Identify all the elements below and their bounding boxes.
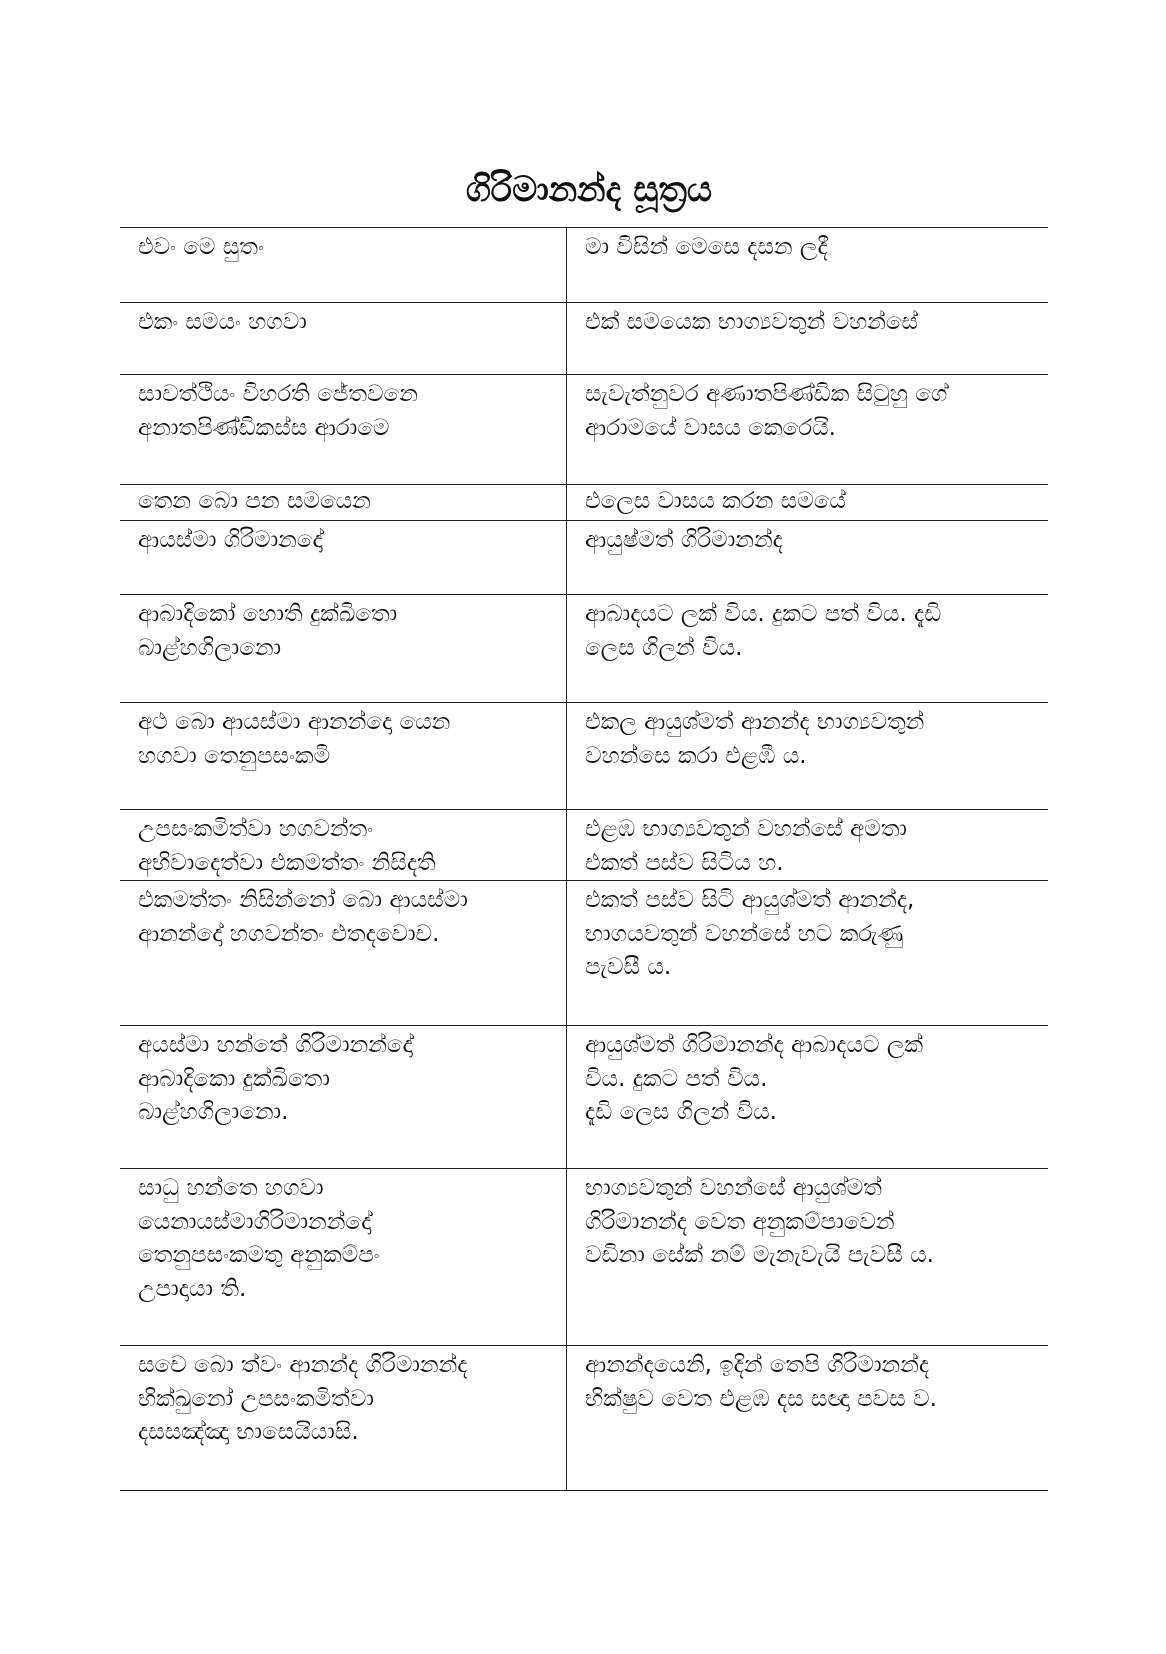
translation-cell: ආනන්දයෙනි, ඉදින් තෙපි ගිරිමානන්ද භික්ෂුව වෙත එළඹ දස සඥා පවස ව. [585,1352,937,1412]
table-row [120,303,1048,375]
table-row [120,1346,1048,1491]
page-title: ගිරිමානන්ද සූත්‍රය [465,170,713,210]
table-row [120,375,1048,485]
table-row [120,810,1048,881]
translation-cell: මා විසින් මෙසෙ දසන ලදී [585,234,828,260]
text-table [120,227,1048,1491]
table-row [120,228,1048,303]
translation-cell: ආයුශ්මත් ගිරිමානන්ද ආබාදයට ලක් විය. දුකට පත් විය. දැඩි ලෙස ගිලන් විය. [585,1032,924,1125]
translation-cell: භාග්‍යවතුන් වහන්සේ ආයුශ්මත් ගිරිමානන්ද වෙත අනුකම්පාවෙන් වඩිනා සේක් නම් මැනැවැයි පැවසී ය. [585,1175,934,1268]
table-row [120,1026,1048,1169]
pali-text-cell: ආයස්මා ගිරිමානදෝ [120,521,567,594]
table-row [120,595,1048,703]
translation-cell: එළඹ භාග්‍යවතුන් වහන්සේ අමතා එකත් පස්ව සිටිය හ. [585,816,907,876]
pali-text-cell: එකමත්තං නිසින්නෝ බො ආයස්මා ආනන්දෝ හගවන්තං එතදවොච. [120,881,567,1025]
pali-text-cell: එවං මෙ සුතං [120,228,567,302]
table-row [120,521,1048,595]
table-row [120,703,1048,810]
pali-text-cell: උපසංකමිත්වා හගවන්තං අභිවාදෙත්වා එකමත්තං නිසිදති [120,810,567,880]
pali-text-cell: ආබාදිකෝ හොති දුක්ඛිතො බාළ්හගිලානො [120,595,567,702]
translation-cell: එකල ආයුශ්මත් ආනන්ද භාග්‍යවතුන් වහන්සෙ කරා එළඹී ය. [585,709,925,769]
pali-text-cell: අථ බො ආයස්මා ආනන්දො යෙන හගවා තෙනුපසංකමි [120,703,567,809]
table-row [120,485,1048,521]
pali-text-cell: අයස්මා හන්තේ ගිරිමානන්දෝ ආබාදිකො දුක්ඛිතො බාළ්හගිලානො. [120,1026,567,1168]
pali-text-cell: තෙන බො පන සමයෙන [120,485,567,520]
table-row [120,1169,1048,1346]
pali-text-cell: සචෙ බො ත්වං ආනන්ද ගිරිමානන්ද භික්ඛුනෝ උපසංකමිත්වා දසසඤ්ඤා භාසෙයියාසි. [120,1346,567,1490]
pali-text-cell: එකං සමයං හගවා [120,303,567,374]
translation-cell: එක් සමයෙක භාග්‍යවතුන් වහන්සේ [585,309,919,335]
pali-text-cell: සාධු හන්තෙ හගවා යෙනායස්මාගිරිමානන්දෝ තෙනුපසංකමතු අනුකම්පං උපාදායා ති. [120,1169,567,1345]
translation-cell: එලෙස වාසය කරන සමයේ [585,488,846,514]
table-row [120,881,1048,1026]
translation-cell: ආබාදයට ලක් විය. දුකට පත් විය. දැඩි ලෙස ගිලන් විය. [585,601,942,661]
translation-cell: ආයුෂ්මත් ගිරිමානන්ද [585,527,783,553]
translation-cell: එකත් පස්ව සිටි ආයුශ්මත් ආනන්ද, භාගයවතුන් වහන්සේ හට කරුණු පැවසී ය. [585,887,915,980]
pali-text-cell: සාවත්ථියං විහරති ජේතවනෙ අනාතපිණ්ඩිකස්ස ආරාමෙ [120,375,567,484]
translation-cell: සැවැත්නුවර අණාතපිණ්ඩික සිටුහු ගේ ආරාමයේ වාසය කෙරෙයි. [585,381,948,441]
